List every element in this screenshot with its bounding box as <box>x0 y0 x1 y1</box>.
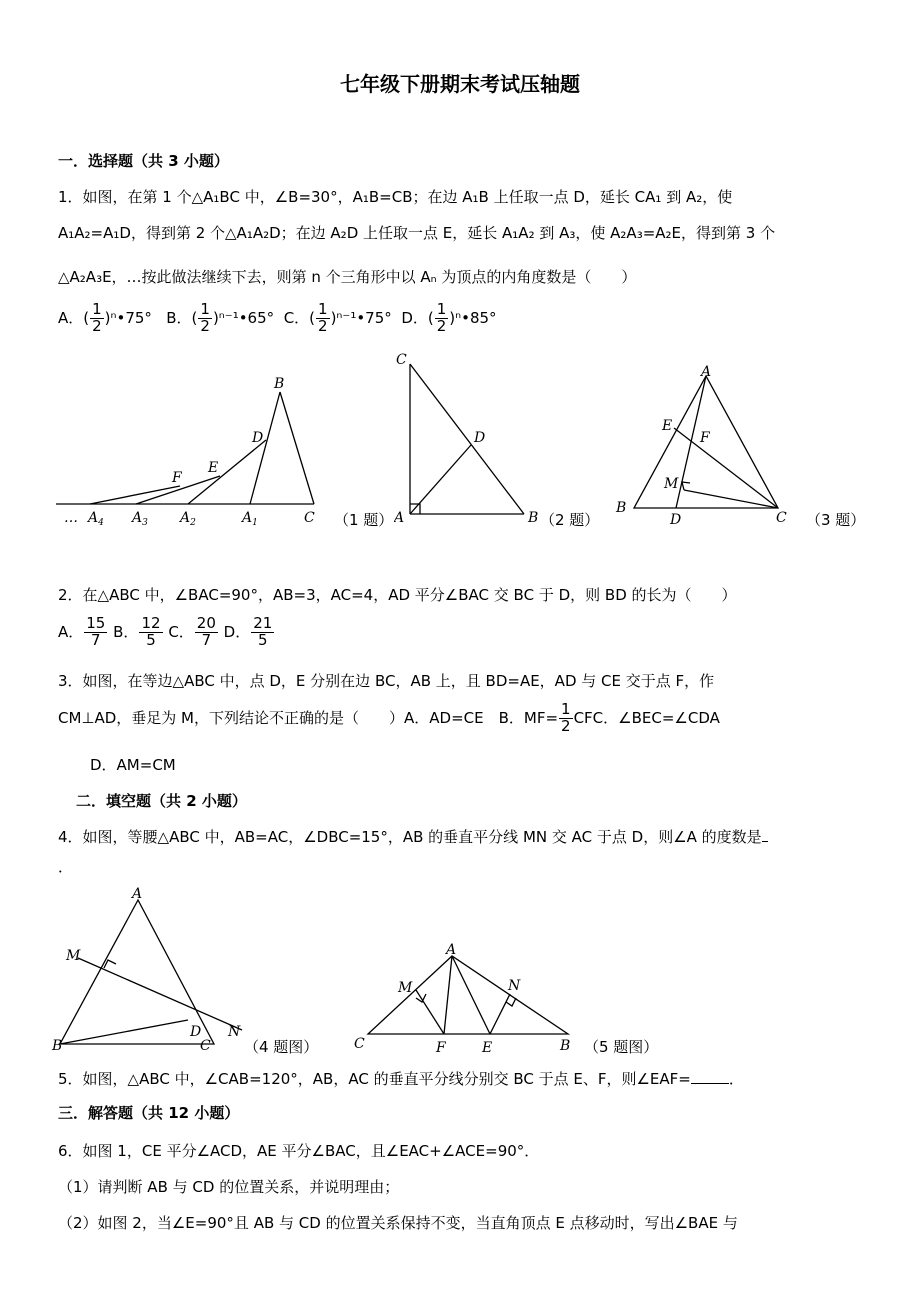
caption-q1: （1 题） <box>334 511 394 529</box>
q3-line1: 3．如图，在等边△ABC 中，点 D，E 分别在边 BC，AB 上，且 BD=AE，AD 与 CE 交于点 F，作 <box>58 672 715 690</box>
label-e: E <box>208 460 219 476</box>
caption-q2: （2 题） <box>540 511 600 529</box>
label-m: M <box>66 948 81 964</box>
label-dots: … <box>64 510 78 526</box>
q1-line2: A₁A₂=A₁D，得到第 2 个△A₁A₂D；在边 A₂D 上任取一点 E，延长 A₁A₂ 到 A₃，使 A₂A₃=A₂E，得到第 3 个 <box>58 224 776 242</box>
answer-blank[interactable] <box>691 1069 729 1084</box>
label-n: N <box>228 1024 241 1040</box>
q2-options: A． $\frac{15}{7}$ B． $\frac{12}{5}$ C． $\frac{20}{7}$ D． $\frac{21}{5}$ <box>58 614 273 649</box>
label-b: B <box>528 510 539 526</box>
label-a3: $A_3$ <box>132 510 148 528</box>
label-f: F <box>436 1040 446 1056</box>
figure-q5 <box>350 940 586 1058</box>
label-c: C <box>200 1038 211 1054</box>
label-c: C <box>396 352 407 368</box>
label-n: N <box>508 978 521 994</box>
label-a4: $A_4$ <box>88 510 104 528</box>
label-b: B <box>616 500 627 516</box>
label-a: A <box>132 886 143 902</box>
label-e: E <box>662 418 673 434</box>
q6-line1: 6．如图 1，CE 平分∠ACD，AE 平分∠BAC，且∠EAC+∠ACE=90°． <box>58 1142 540 1160</box>
q1-option-d: D．( $\frac{1}{2}$ )ⁿ•85° <box>401 300 497 335</box>
label-b: B <box>52 1038 63 1054</box>
q1-line1: 1．如图，在第 1 个△A₁BC 中，∠B=30°，A₁B=CB；在边 A₁B 上任取一点 D，延长 CA₁ 到 A₂，使 <box>58 188 733 206</box>
label-a: A <box>701 364 712 380</box>
label-m: M <box>398 980 413 996</box>
label-c: C <box>354 1036 365 1052</box>
section-choice: 一．选择题（共 3 小题） <box>58 152 229 170</box>
label-d: D <box>190 1024 202 1040</box>
figure-q1 <box>52 372 332 532</box>
figure-q2 <box>392 350 542 530</box>
q1-option-a: A．( $\frac{1}{2}$ )ⁿ•75° <box>58 300 152 335</box>
q5-stem: 5．如图，△ABC 中，∠CAB=120°，AB，AC 的垂直平分线分别交 BC 于点 E、F，则∠EAF= ． <box>58 1070 744 1088</box>
q1-line3: △A₂A₃E，…按此做法继续下去，则第 n 个三角形中以 Aₙ 为顶点的内角度数是（ ） <box>58 268 637 286</box>
q6-line2: （1）请判断 AB 与 CD 的位置关系，并说明理由； <box>58 1178 400 1196</box>
caption-q5: （5 题图） <box>584 1038 659 1056</box>
label-a1: $A_1$ <box>242 510 258 528</box>
figure-q4 <box>50 880 250 1056</box>
label-b: B <box>560 1038 571 1054</box>
q2-stem: 2．在△ABC 中，∠BAC=90°，AB=3，AC=4，AD 平分∠BAC 交 BC 于 D，则 BD 的长为（ ） <box>58 586 737 604</box>
label-b: B <box>274 376 285 392</box>
q3-line2: CM⊥AD，垂足为 M，下列结论不正确的是（ ）A．AD=CE B．MF= $\frac{1}{2}$ CFC．∠BEC=∠CDA <box>58 700 720 735</box>
q1-option-c: C．( $\frac{1}{2}$ )ⁿ⁻¹•75° <box>283 300 392 335</box>
label-m: M <box>664 476 679 492</box>
q6-line3: （2）如图 2，当∠E=90°且 AB 与 CD 的位置关系保持不变，当直角顶点 E 点移动时，写出∠BAE 与 <box>58 1214 738 1232</box>
q1-option-b: B．( $\frac{1}{2}$ )ⁿ⁻¹•65° <box>166 300 275 335</box>
page-title: 七年级下册期末考试压轴题 <box>340 72 580 96</box>
caption-q4: （4 题图） <box>244 1038 319 1056</box>
label-a2: $A_2$ <box>180 510 196 528</box>
q3-line3: D．AM=CM <box>90 756 176 774</box>
label-c: C <box>776 510 787 526</box>
section-answer: 三．解答题（共 12 小题） <box>58 1104 240 1122</box>
label-f: F <box>172 470 182 486</box>
figure-q2-label-a <box>394 506 410 526</box>
figure-q3 <box>612 362 808 530</box>
q4-stem: 4．如图，等腰△ABC 中，AB=AC，∠DBC=15°，AB 的垂直平分线 MN 交 AC 于点 D，则∠A 的度数是 <box>58 826 768 847</box>
label-d: D <box>252 430 264 446</box>
section-fill: 二．填空题（共 2 小题） <box>76 792 247 810</box>
label-e: E <box>482 1040 493 1056</box>
caption-q3: （3 题） <box>806 511 866 529</box>
label-c: C <box>304 510 315 526</box>
label-f: F <box>700 430 710 446</box>
label-a: A <box>394 510 405 526</box>
label-d: D <box>670 512 682 528</box>
q1-options <box>58 302 497 335</box>
label-a: A <box>446 942 457 958</box>
q4-dot: ． <box>58 858 74 876</box>
label-d: D <box>474 430 486 446</box>
